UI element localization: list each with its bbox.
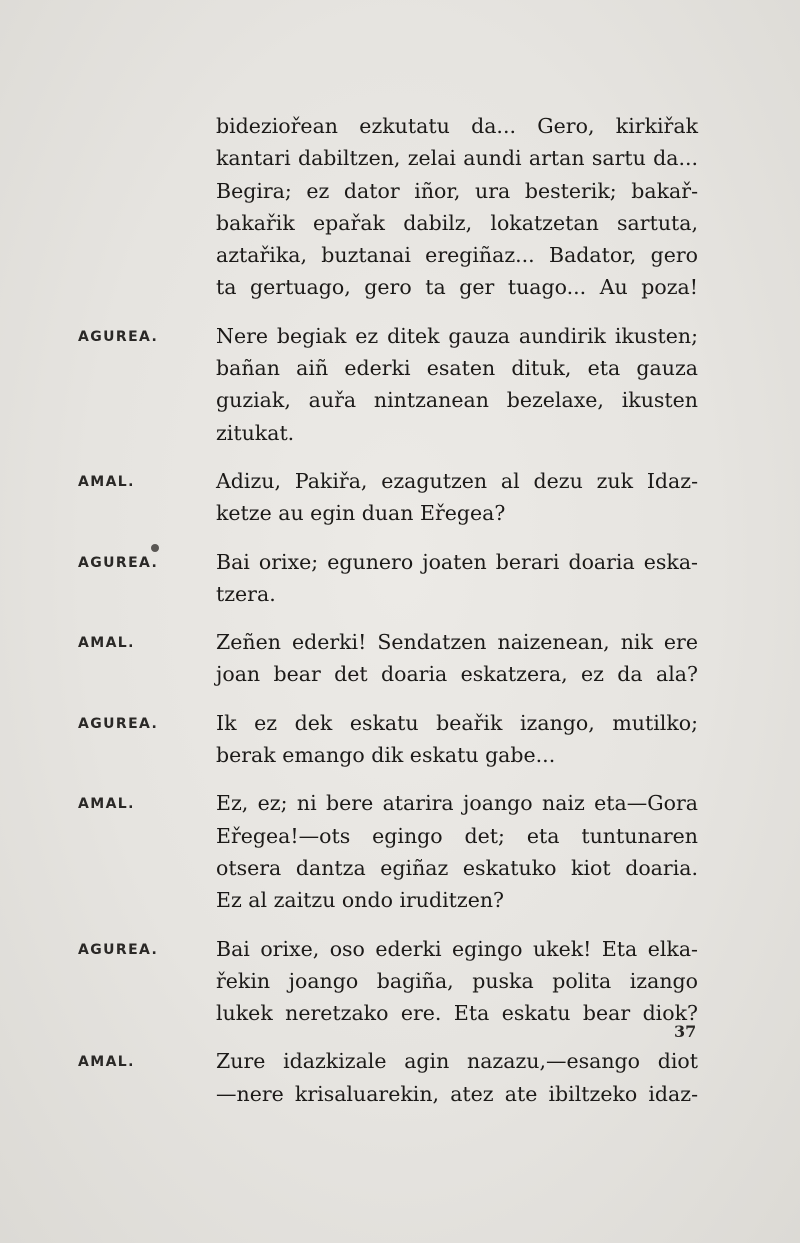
page-number: 37 [674, 1022, 697, 1041]
text-line: zitukat. [216, 420, 295, 445]
text-line: Zeñen ederki! Sendatzen naizenean, nik ere [216, 630, 698, 655]
speech-text [216, 626, 698, 691]
text-line: bakařik epařak dabilz, lokatzetan sartuta, [216, 210, 698, 235]
text-line: berak emango dik eskatu gabe... [216, 743, 556, 768]
text-line: Nere begiak ez ditek gauza aundirik ikusten; [216, 323, 698, 348]
speech-text [216, 707, 698, 772]
text-line: Eřegea!—ots egingo det; eta tuntunaren [216, 823, 698, 848]
text-line: otsera dantza egiñaz eskatuko kiot doaria. [216, 855, 698, 880]
speech-text [216, 110, 698, 304]
speech-text [216, 933, 698, 1030]
text-line: kantari dabiltzen, zelai aundi artan sartu da... [216, 146, 698, 171]
speaker-label: AMAL. [78, 473, 135, 490]
text-line: —nere krisaluarekin, atez ate ibiltzeko idaz- [216, 1081, 698, 1106]
text-line: joan bear det doaria eskatzera, ez da ala? [216, 662, 698, 687]
dialogue-entry [0, 1045, 800, 1110]
dialogue-entry [0, 933, 800, 1030]
text-line: řekin joango bagiña, puska polita izango [216, 968, 698, 993]
speaker-label: AGUREA. [78, 328, 159, 345]
text-line: Bai orixe; egunero joaten berari doaria eska- [216, 549, 698, 574]
speech-text [216, 465, 698, 530]
dialogue-entry [0, 546, 800, 611]
text-line: ta gertuago, gero ta ger tuago... Au poza! [216, 275, 698, 300]
dialogue-entry [0, 465, 800, 530]
text-line: Begira; ez dator iñor, ura besterik; bakař- [216, 178, 698, 203]
ink-spot [151, 544, 159, 552]
text-line: Ez al zaitzu ondo iruditzen? [216, 888, 505, 913]
dialogue-entry [0, 787, 800, 916]
dialogue-entry [0, 626, 800, 691]
text-line: Zure idazkizale agin nazazu,—esango diot [216, 1049, 698, 1074]
speaker-label: AGUREA. [78, 715, 159, 732]
text-line: Ez, ez; ni bere atarira joango naiz eta—Gora [216, 791, 698, 816]
text-line: guziak, auřa nintzanean bezelaxe, ikusten [216, 388, 698, 413]
speaker-label: AGUREA. [78, 941, 159, 958]
text-line: bañan aiñ ederki esaten dituk, eta gauza [216, 356, 698, 381]
speech-text [216, 320, 698, 449]
text-line: ketze au egin duan Eřegea? [216, 501, 506, 526]
dialogue-text [0, 110, 800, 1126]
speech-text [216, 787, 698, 916]
text-line: Bai orixe, oso ederki egingo ukek! Eta elka- [216, 936, 698, 961]
dialogue-entry [0, 320, 800, 449]
speaker-label: AMAL. [78, 635, 135, 652]
text-line: aztařika, buztanai eregiñaz... Badator, gero [216, 243, 698, 268]
speaker-label: AGUREA. [78, 554, 159, 571]
text-line: tzera. [216, 581, 276, 606]
dialogue-entry [0, 110, 800, 304]
speaker-label: AMAL. [78, 796, 135, 813]
text-line: Adizu, Pakiřa, ezagutzen al dezu zuk Idaz- [216, 468, 698, 493]
text-line: Ik ez dek eskatu beařik izango, mutilko; [216, 710, 698, 735]
dialogue-entry [0, 707, 800, 772]
speech-text [216, 1045, 698, 1110]
text-line: bideziořean ezkutatu da... Gero, kirkiřak [216, 114, 698, 138]
speech-text [216, 546, 698, 611]
text-line: lukek neretzako ere. Eta eskatu bear diok? [216, 1001, 698, 1026]
speaker-label: AMAL. [78, 1054, 135, 1071]
